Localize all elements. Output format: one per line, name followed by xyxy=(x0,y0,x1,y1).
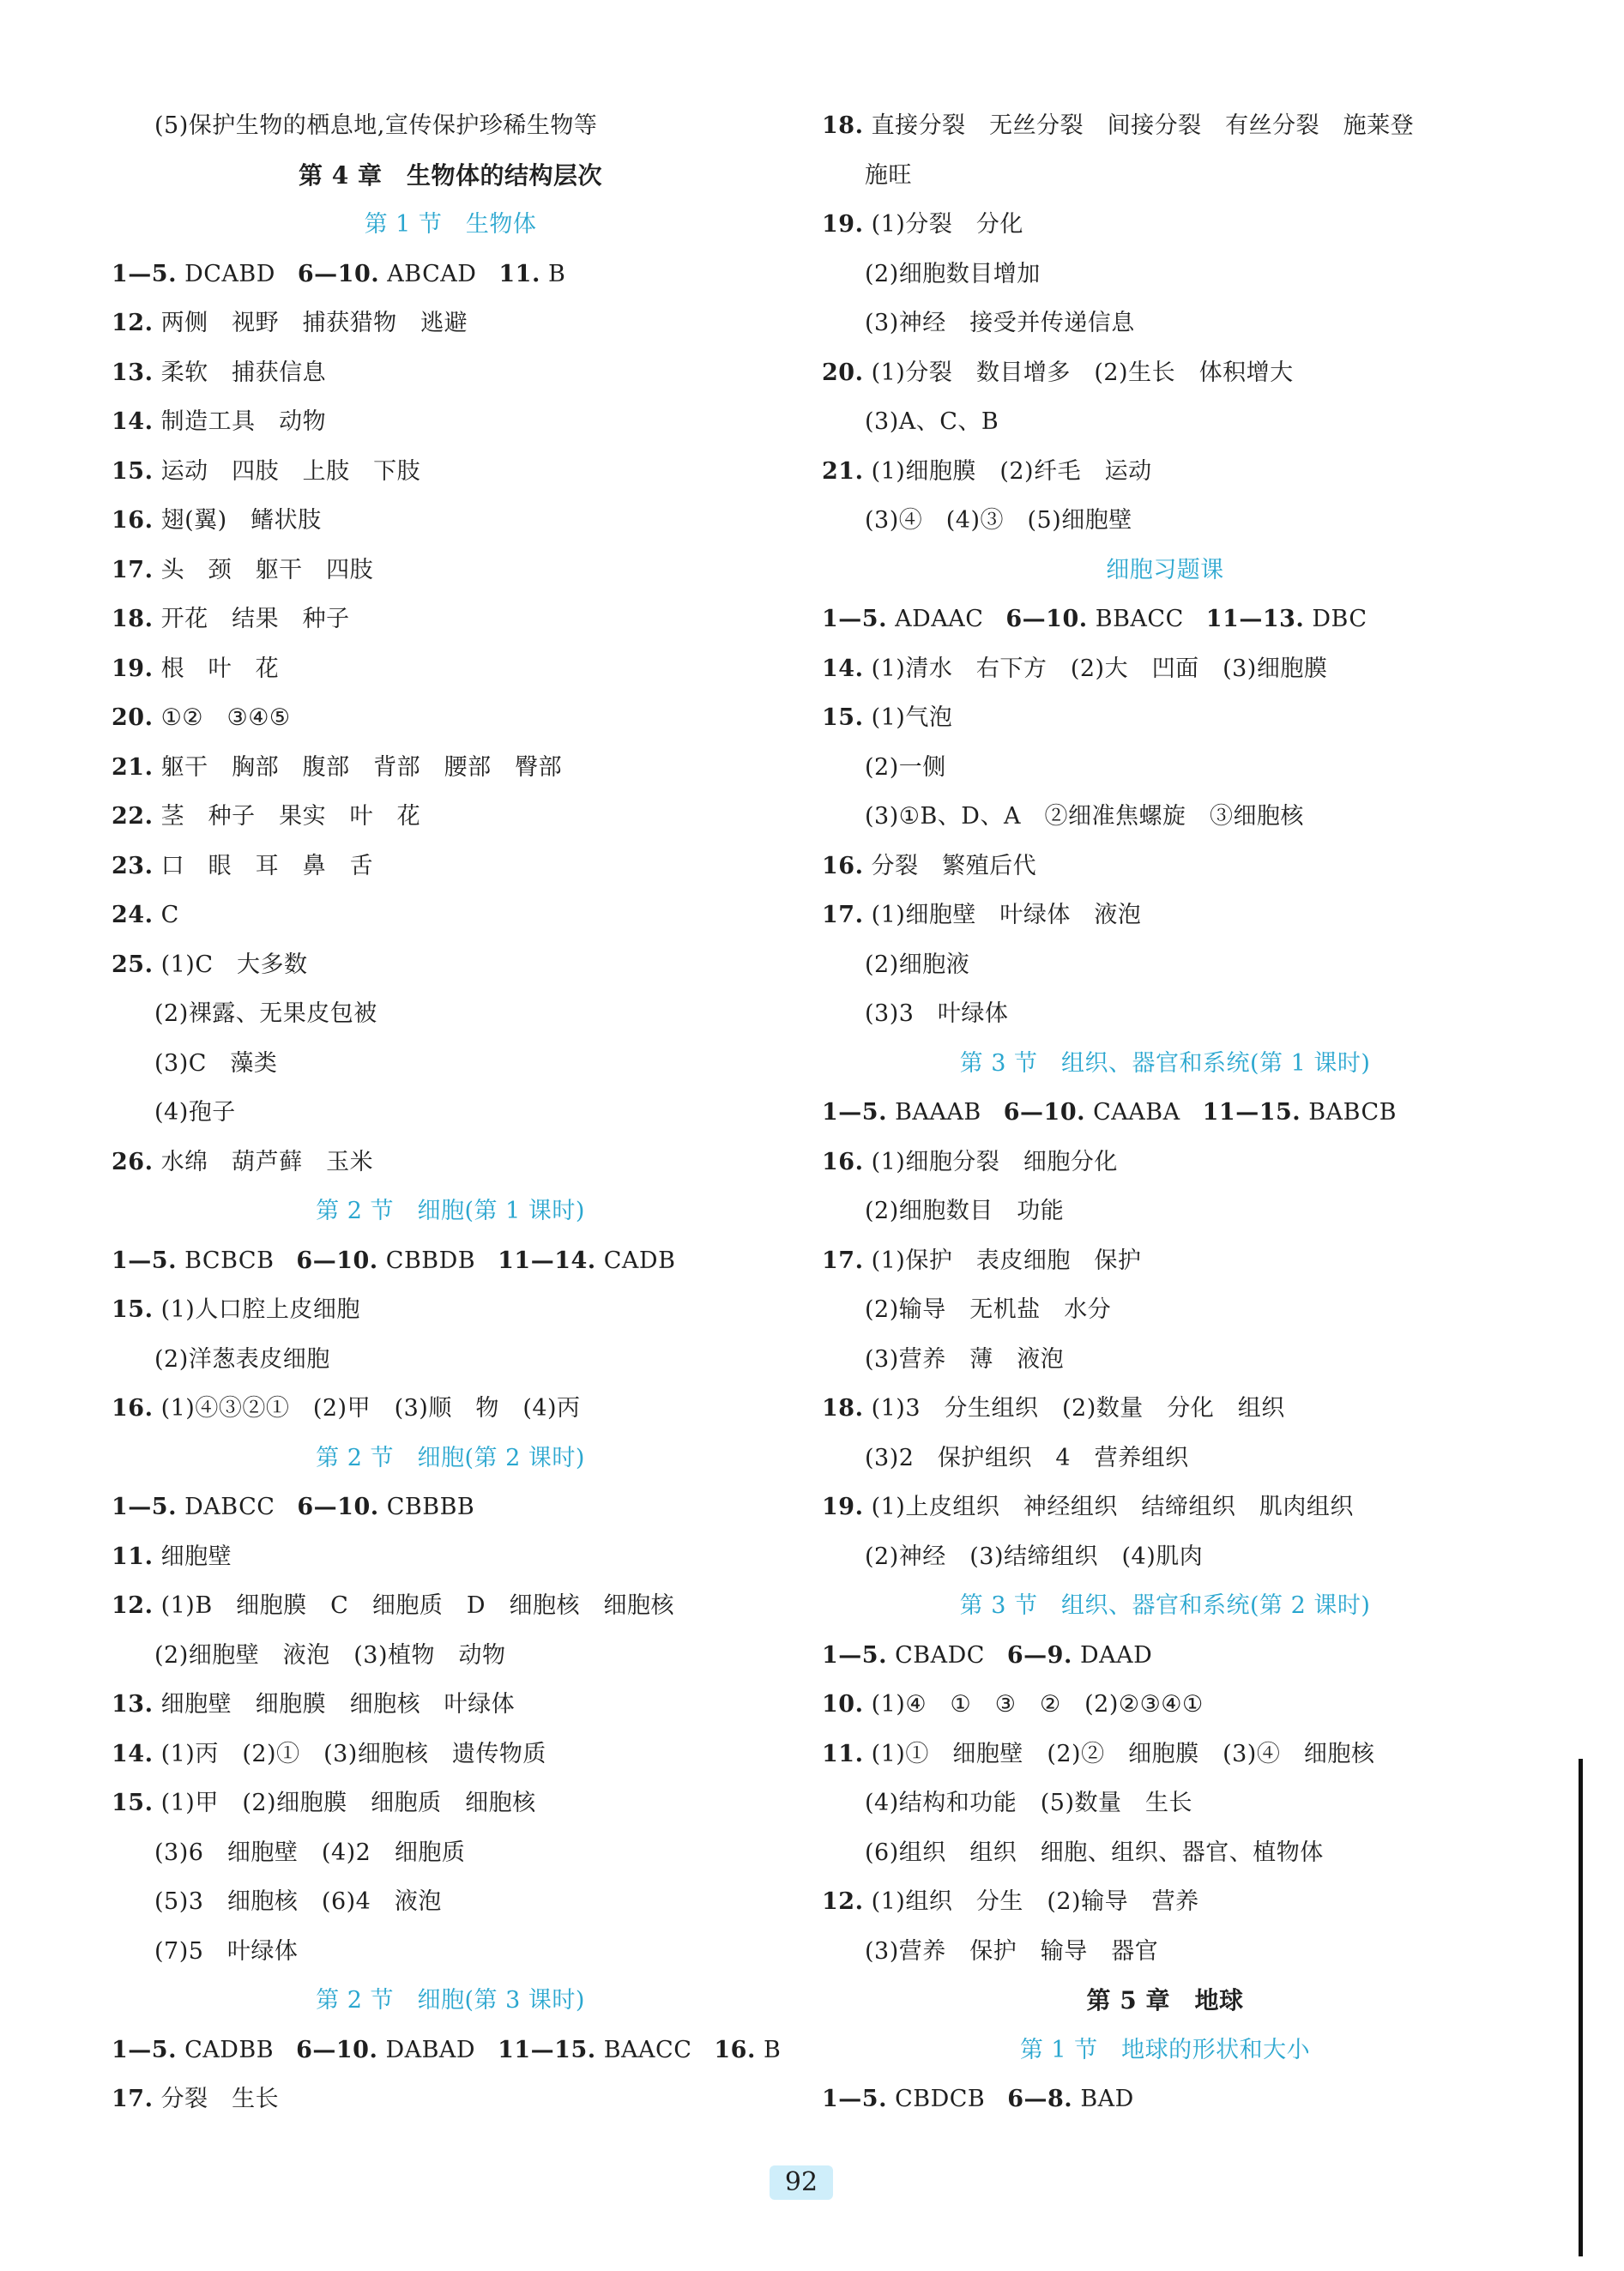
answer-line xyxy=(822,1384,1508,1434)
question-number: 16. xyxy=(822,1148,864,1175)
answer-text: 细胞壁 细胞膜 细胞核 叶绿体 xyxy=(160,1691,516,1718)
question-number: 17. xyxy=(822,902,864,928)
question-number: 11—15. xyxy=(1202,1099,1301,1126)
answer-text: 茎 种子 果实 叶 花 xyxy=(160,803,421,830)
question-number: 1—5. xyxy=(822,1641,887,1669)
answer-text: 制造工具 动物 xyxy=(160,408,327,435)
left-column xyxy=(112,101,789,2124)
question-number: 6—8. xyxy=(1007,2086,1073,2112)
question-number: 11. xyxy=(822,1740,864,1767)
answer-line xyxy=(112,348,789,398)
answer-text: 分裂 生长 xyxy=(160,2086,280,2112)
page-number: 92 xyxy=(770,2165,833,2200)
answer-text: 两侧 视野 捕获猎物 逃避 xyxy=(160,310,468,336)
answer-text: (1)① 细胞壁 (2)② 细胞膜 (3)④ 细胞核 xyxy=(871,1740,1375,1767)
answer-line xyxy=(112,2075,789,2124)
answer-line xyxy=(822,1483,1508,1532)
answer-subline: (3)营养 保护 输导 器官 xyxy=(865,1937,1159,1965)
answer-text: BAD xyxy=(1080,2086,1134,2112)
section-heading: 第 3 节 组织、器官和系统(第 1 课时) xyxy=(959,1049,1371,1077)
answer-line xyxy=(112,1285,789,1335)
answer-line xyxy=(822,2075,1508,2124)
answer-line xyxy=(822,447,1508,497)
section-heading: 第 2 节 细胞(第 2 课时) xyxy=(316,1444,585,1471)
question-number: 1—5. xyxy=(822,2086,887,2112)
answer-subline: (3)④ (4)③ (5)细胞壁 xyxy=(865,507,1132,534)
question-number: 11. xyxy=(498,260,540,287)
question-number: 10. xyxy=(822,1691,864,1718)
question-number: 14. xyxy=(822,655,864,682)
question-number: 6—10. xyxy=(1005,606,1088,632)
section-heading: 第 2 节 细胞(第 3 课时) xyxy=(316,1987,585,2014)
answer-text: (1)B 细胞膜 C 细胞质 D 细胞核 细胞核 xyxy=(160,1592,674,1619)
question-number: 14. xyxy=(112,1740,154,1767)
answer-line xyxy=(822,842,1508,891)
answer-line xyxy=(822,200,1508,250)
answer-line xyxy=(822,1631,1508,1681)
question-number: 19. xyxy=(112,655,154,682)
answer-text: (1)分裂 数目增多 (2)生长 体积增大 xyxy=(871,359,1294,386)
answer-text: (1)甲 (2)细胞膜 细胞质 细胞核 xyxy=(160,1790,536,1816)
question-number: 6—10. xyxy=(297,260,380,287)
question-number: 12. xyxy=(822,1888,864,1915)
answer-line xyxy=(822,1236,1508,1286)
answer-line xyxy=(112,1779,789,1828)
answer-subline: (2)输导 无机盐 水分 xyxy=(865,1296,1112,1323)
answer-line xyxy=(822,101,1508,151)
question-number: 6—10. xyxy=(297,1494,379,1520)
answer-text: 躯干 胸部 腹部 背部 腰部 臀部 xyxy=(160,753,563,781)
answer-text: (1)丙 (2)① (3)细胞核 遗传物质 xyxy=(160,1740,546,1767)
question-number: 1—5. xyxy=(112,260,177,287)
question-number: 16. xyxy=(714,2036,756,2063)
answer-line xyxy=(112,496,789,546)
answer-line xyxy=(112,2026,789,2075)
answer-line xyxy=(822,1138,1508,1187)
question-number: 6—10. xyxy=(1003,1099,1086,1126)
question-number: 14. xyxy=(112,408,154,435)
question-number: 20. xyxy=(822,359,864,386)
answer-subline: (2)洋葱表皮细胞 xyxy=(154,1345,330,1373)
answer-text: 细胞壁 xyxy=(160,1543,232,1570)
answer-line xyxy=(112,546,789,595)
question-number: 15. xyxy=(822,704,864,731)
answer-line xyxy=(112,397,789,447)
answer-subline: (4)结构和功能 (5)数量 生长 xyxy=(865,1790,1192,1816)
question-number: 19. xyxy=(822,211,864,238)
answer-text: CADBB xyxy=(184,2036,275,2063)
question-number: 18. xyxy=(822,1395,864,1422)
answer-subline: (3)3 叶绿体 xyxy=(865,1000,1009,1027)
answer-text: DABCC xyxy=(184,1494,275,1520)
answer-line xyxy=(822,1877,1508,1927)
question-number: 15. xyxy=(112,1790,154,1816)
question-number: 18. xyxy=(112,606,154,632)
question-number: 22. xyxy=(112,803,154,830)
answer-text: ABCAD xyxy=(387,260,477,287)
answer-subline: (2)细胞壁 液泡 (3)植物 动物 xyxy=(154,1641,506,1669)
answer-text: C xyxy=(160,902,179,928)
question-number: 1—5. xyxy=(112,1247,177,1274)
answer-line xyxy=(112,1384,789,1434)
answer-subline: (3)6 细胞壁 (4)2 细胞质 xyxy=(154,1839,466,1866)
answer-line xyxy=(112,1581,789,1631)
answer-text: 直接分裂 无丝分裂 间接分裂 有丝分裂 施莱登 xyxy=(871,112,1415,139)
answer-text: (1)气泡 xyxy=(871,704,953,731)
answer-text: (1)细胞膜 (2)纤毛 运动 xyxy=(871,457,1152,485)
answer-text: B xyxy=(547,260,566,287)
question-number: 11—14. xyxy=(498,1247,596,1274)
answer-line xyxy=(822,1730,1508,1779)
answer-text: 头 颈 躯干 四肢 xyxy=(160,556,374,583)
answer-text: DAAD xyxy=(1079,1641,1153,1669)
answer-line xyxy=(112,644,789,694)
answer-text: BCBCB xyxy=(184,1247,275,1274)
page-edge-bar xyxy=(1579,1759,1583,2256)
answer-text: 开花 结果 种子 xyxy=(160,606,350,632)
question-number: 15. xyxy=(112,457,154,485)
answer-subline: (7)5 叶绿体 xyxy=(154,1937,299,1965)
question-number: 25. xyxy=(112,951,154,978)
answer-text: (1)清水 右下方 (2)大 凹面 (3)细胞膜 xyxy=(871,655,1328,682)
question-number: 17. xyxy=(112,556,154,583)
answer-subline: (3)神经 接受并传递信息 xyxy=(865,310,1135,336)
answer-subline: (3)2 保护组织 4 营养组织 xyxy=(865,1444,1189,1471)
answer-text: (1)C 大多数 xyxy=(160,951,308,978)
answer-line xyxy=(112,250,789,299)
answer-text: (1)组织 分生 (2)输导 营养 xyxy=(871,1888,1199,1915)
answer-text: (1)细胞分裂 细胞分化 xyxy=(871,1148,1118,1175)
answer-line xyxy=(112,1680,789,1730)
answer-subline: (4)孢子 xyxy=(154,1099,236,1126)
answer-subline: (3)①B、D、A ②细准焦螺旋 ③细胞核 xyxy=(865,803,1304,830)
question-number: 15. xyxy=(112,1296,154,1323)
answer-subline: (3)A、C、B xyxy=(865,408,999,435)
answer-line xyxy=(822,1088,1508,1138)
answer-line xyxy=(112,1483,789,1532)
section-heading: 第 1 节 生物体 xyxy=(364,211,537,238)
question-number: 1—5. xyxy=(112,2036,177,2063)
question-number: 16. xyxy=(112,507,154,534)
question-number: 16. xyxy=(112,1395,154,1422)
answer-subline: (2)一侧 xyxy=(865,753,946,781)
question-number: 26. xyxy=(112,1148,154,1175)
right-column xyxy=(822,101,1508,2124)
answer-text: CBBDB xyxy=(385,1247,476,1274)
question-number: 6—10. xyxy=(296,1247,378,1274)
answer-text: BAAAB xyxy=(895,1099,981,1126)
section-heading: 第 2 节 细胞(第 1 课时) xyxy=(316,1198,585,1224)
question-number: 12. xyxy=(112,310,154,336)
answer-text: DCABD xyxy=(184,260,275,287)
answer-line xyxy=(112,447,789,497)
answer-text: (1)④③②① (2)甲 (3)顺 物 (4)丙 xyxy=(160,1395,581,1422)
answer-subline: (2)神经 (3)结缔组织 (4)肌肉 xyxy=(865,1543,1204,1570)
answer-text: CAABA xyxy=(1093,1099,1180,1126)
answer-subline: (5)保护生物的栖息地,宣传保护珍稀生物等 xyxy=(154,112,598,139)
answer-text: 口 眼 耳 鼻 舌 xyxy=(160,852,374,879)
question-number: 12. xyxy=(112,1592,154,1619)
answer-text: ADAAC xyxy=(895,606,984,632)
question-number: 11. xyxy=(112,1543,154,1570)
question-number: 21. xyxy=(112,753,154,781)
answer-text: 运动 四肢 上肢 下肢 xyxy=(160,457,421,485)
answer-line xyxy=(112,693,789,743)
answer-line xyxy=(112,891,789,940)
answer-text: BBACC xyxy=(1095,606,1184,632)
answer-text: ①② ③④⑤ xyxy=(160,704,291,731)
answer-text: DABAD xyxy=(385,2036,476,2063)
answer-line xyxy=(822,891,1508,940)
answer-text: 水绵 葫芦藓 玉米 xyxy=(160,1148,374,1175)
question-number: 18. xyxy=(822,112,864,139)
answer-line xyxy=(822,348,1508,398)
question-number: 1—5. xyxy=(822,1099,887,1126)
answer-text: CBDCB xyxy=(895,2086,986,2112)
answer-text: (1)人口腔上皮细胞 xyxy=(160,1296,360,1323)
chapter-heading: 第 4 章 生物体的结构层次 xyxy=(299,160,602,190)
answer-subline: (2)细胞数目 功能 xyxy=(865,1198,1065,1224)
answer-line xyxy=(822,595,1508,644)
answer-subline: 施旺 xyxy=(865,161,912,189)
answer-line xyxy=(112,1730,789,1779)
answer-line xyxy=(822,693,1508,743)
question-number: 21. xyxy=(822,457,864,485)
answer-text: DBC xyxy=(1312,606,1367,632)
answer-text: (1)④ ① ③ ② (2)②③④① xyxy=(871,1691,1204,1718)
answer-text: BABCB xyxy=(1308,1099,1397,1126)
section-heading: 第 3 节 组织、器官和系统(第 2 课时) xyxy=(959,1592,1371,1619)
answer-line xyxy=(112,299,789,348)
answer-subline: (2)细胞液 xyxy=(865,951,970,978)
answer-line xyxy=(822,644,1508,694)
answer-line xyxy=(822,1680,1508,1730)
question-number: 13. xyxy=(112,359,154,386)
question-number: 1—5. xyxy=(112,1494,177,1520)
answer-subline: (2)裸露、无果皮包被 xyxy=(154,1000,377,1027)
question-number: 13. xyxy=(112,1691,154,1718)
answer-text: (1)分裂 分化 xyxy=(871,211,1023,238)
answer-text: 翅(翼) 鳍状肢 xyxy=(160,507,322,534)
answer-line xyxy=(112,792,789,842)
answer-text: BAACC xyxy=(603,2036,692,2063)
answer-line xyxy=(112,595,789,644)
answer-text: 根 叶 花 xyxy=(160,655,280,682)
answer-text: CBADC xyxy=(895,1641,985,1669)
answer-line xyxy=(112,940,789,990)
question-number: 11—15. xyxy=(498,2036,596,2063)
answer-text: (1)3 分生组织 (2)数量 分化 组织 xyxy=(871,1395,1285,1422)
question-number: 23. xyxy=(112,852,154,879)
answer-line xyxy=(112,1532,789,1582)
question-number: 20. xyxy=(112,704,154,731)
section-heading: 细胞习题课 xyxy=(1106,556,1224,583)
question-number: 17. xyxy=(112,2086,154,2112)
answer-subline: (3)营养 薄 液泡 xyxy=(865,1345,1065,1373)
question-number: 17. xyxy=(822,1247,864,1274)
answer-subline: (5)3 细胞核 (6)4 液泡 xyxy=(154,1888,442,1915)
question-number: 6—9. xyxy=(1006,1641,1072,1669)
answer-subline: (3)C 藻类 xyxy=(154,1049,278,1077)
answer-text: 分裂 繁殖后代 xyxy=(871,852,1037,879)
answer-line xyxy=(112,743,789,793)
answer-text: CBBBB xyxy=(386,1494,475,1520)
answer-text: 柔软 捕获信息 xyxy=(160,359,327,386)
question-number: 16. xyxy=(822,852,864,879)
section-heading: 第 1 节 地球的形状和大小 xyxy=(1019,2036,1311,2063)
question-number: 24. xyxy=(112,902,154,928)
answer-line xyxy=(112,842,789,891)
answer-text: CADB xyxy=(603,1247,676,1274)
question-number: 11—13. xyxy=(1205,606,1305,632)
answer-text: (1)细胞壁 叶绿体 液泡 xyxy=(871,902,1142,928)
answer-text: (1)保护 表皮细胞 保护 xyxy=(871,1247,1142,1274)
answer-line xyxy=(112,1138,789,1187)
answer-subline: (2)细胞数目增加 xyxy=(865,260,1041,287)
question-number: 1—5. xyxy=(822,606,887,632)
question-number: 19. xyxy=(822,1494,864,1520)
chapter-heading: 第 5 章 地球 xyxy=(1086,1986,1244,2014)
question-number: 6—10. xyxy=(296,2036,378,2063)
answer-line xyxy=(112,1236,789,1286)
answer-text: (1)上皮组织 神经组织 结缔组织 肌肉组织 xyxy=(871,1494,1354,1520)
answer-text: B xyxy=(763,2036,782,2063)
answer-subline: (6)组织 组织 细胞、组织、器官、植物体 xyxy=(865,1839,1324,1866)
